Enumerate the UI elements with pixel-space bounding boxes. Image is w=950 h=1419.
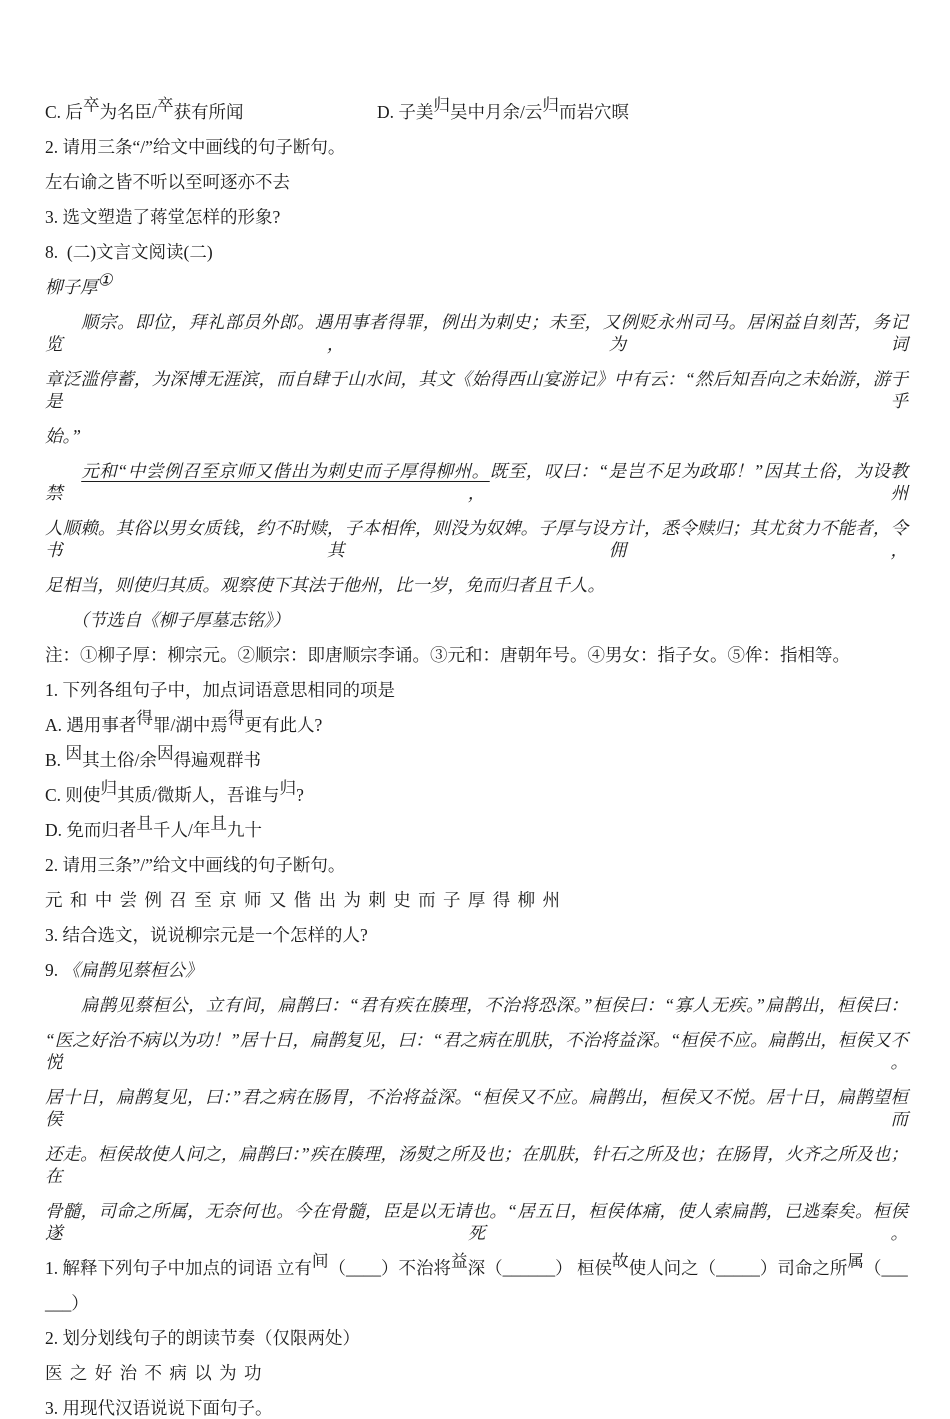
option-d2: D. 免而归者且千人/年且九十 xyxy=(45,813,263,840)
question-2b-instruction: 2. 请用三条”/”给文中画线的句子断句。 xyxy=(45,855,346,875)
section-9-header: 9. 《扁鹊见蔡桓公》 xyxy=(45,960,203,980)
passage-bianque-line-4: 还走。桓侯故使人问之，扁鹊曰：”疾在腠理，汤熨之所及也；在肌肤，针石之所及也；在肠胃，火齐之所及也；在 xyxy=(45,1144,908,1186)
question-3c-instruction: 3. 用现代汉语说说下面句子。 xyxy=(45,1398,273,1418)
passage-title-liuzihou: 柳子厚① xyxy=(45,270,113,297)
passage-yuanhe-line-1: 元和“中尝例召至京师又偕出为刺史而子厚得柳州。既至，叹曰：“是岂不足为政耶！”因其土俗，为设教禁，州 xyxy=(45,461,908,503)
passage-yuanhe-line-2: 人顺赖。其俗以男女质钱，约不时赎，子本相侔，则没为奴婢。子厚与设方计，悉令赎归；其尤贫力不能者，令书其佣， xyxy=(45,518,908,560)
option-d: D. 子美归吴中月余/云归而岩穴暝 xyxy=(377,95,630,122)
passage-shunzong-line-1: 顺宗。即位，拜礼部员外郎。遇用事者得罪，例出为刺史；未至，又例贬永州司马。居闲益自刻苦，务记览，为词 xyxy=(45,312,908,354)
question-3: 3. 选文塑造了蒋堂怎样的形象? xyxy=(45,207,281,227)
passage-bianque-line-3: 居十日，扁鹊复见，曰：”君之病在肠胃，不治将益深。“桓侯又不应。扁鹊出，桓侯又不悦。居十日，扁鹊望桓侯而 xyxy=(45,1087,908,1129)
passage-bianque-line-2: “医之好治不病以为功！”居十日，扁鹊复见，曰：“君之病在肌肤，不治将益深。“桓侯不应。扁鹊出，桓侯又不悦。 xyxy=(45,1030,908,1072)
question-2c-instruction: 2. 划分划线句子的朗读节奏（仅限两处） xyxy=(45,1328,360,1348)
options-row-cd xyxy=(45,95,908,123)
passage-bianque-line-1: 扁鹊见蔡桓公，立有间，扁鹊曰：“君有疾在腠理，不治将恐深。”桓侯曰：“寡人无疾。”扁鹊出，桓侯曰： xyxy=(45,995,908,1015)
passage-shunzong-line-3: 始。” xyxy=(45,426,81,446)
sentence-spaced-yuanhe: 元 和 中 尝 例 召 至 京 师 又 偕 出 为 刺 史 而 子 厚 得 柳 州 xyxy=(45,890,562,910)
question-2-instruction: 2. 请用三条“/”给文中画线的句子断句。 xyxy=(45,137,346,157)
option-c: C. 后卒为名臣/卒获有所闻 xyxy=(45,95,244,122)
passage-source-citation: （节选自《柳子厚墓志铭》） xyxy=(45,610,290,630)
question-1b-blanks: 1. 解释下列句子中加点的词语 立有间（____）不治将益深（______） 桓侯故使人问之（_____）司命之所属（___ xyxy=(45,1251,908,1278)
option-a: A. 遇用事者得罪/湖中焉得更有此人? xyxy=(45,708,323,735)
section-8-header: 8. (二)文言文阅读(二) xyxy=(45,242,213,262)
option-c2: C. 则使归其质/微斯人，吾谁与归? xyxy=(45,778,304,805)
option-b: B. 因其土俗/余因得遍观群书 xyxy=(45,743,262,770)
question-1-stem: 1. 下列各组句子中，加点词语意思相同的项是 xyxy=(45,680,395,700)
passage-notes: 注：①柳子厚：柳宗元。②顺宗：即唐顺宗李诵。③元和：唐朝年号。④男女：指子女。⑤侔：指相等。 xyxy=(45,645,850,665)
passage-yuanhe-line-3: 足相当，则使归其质。观察使下其法于他州，比一岁，免而归者且千人。 xyxy=(45,575,605,595)
sentence-spaced-yi: 医 之 好 治 不 病 以 为 功 xyxy=(45,1363,263,1383)
blanks-continuation: ___） xyxy=(45,1293,89,1313)
passage-shunzong-line-2: 章泛滥停蓄，为深博无涯滨，而自肆于山水间，其文《始得西山宴游记》中有云：“然后知吾向之未始游，游于是乎 xyxy=(45,369,908,411)
question-3b: 3. 结合选文，说说柳宗元是一个怎样的人? xyxy=(45,925,368,945)
passage-bianque-line-5: 骨髓，司命之所属，无奈何也。今在骨髓，臣是以无请也。“居五日，桓侯体痛，使人索扁鹊，已逃秦矣。桓侯遂死。 xyxy=(45,1201,908,1243)
sentence-to-punctuate: 左右谕之皆不听以至呵逐亦不去 xyxy=(45,172,290,192)
